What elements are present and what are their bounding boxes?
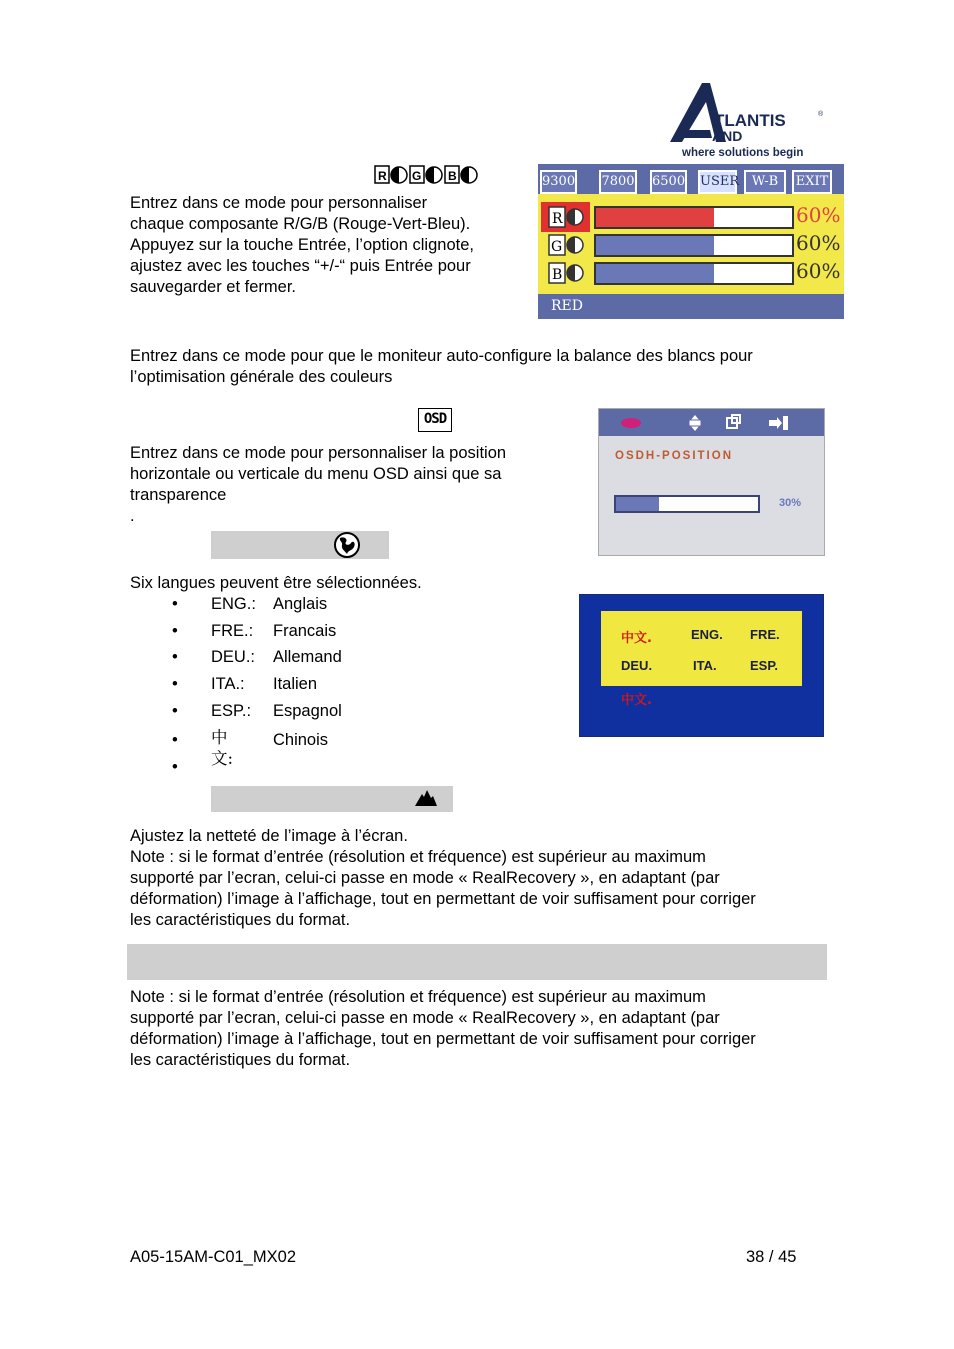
osd-position-bar xyxy=(614,495,760,513)
rgb-user-icon xyxy=(374,164,480,186)
b-channel-icon xyxy=(548,262,584,284)
tab-user: USER xyxy=(698,170,737,194)
b-level-fill xyxy=(596,264,714,283)
footer-page-number: 38 / 45 xyxy=(746,1248,797,1266)
lang-option-fre: FRE. xyxy=(750,627,780,642)
sharpness-paragraph: Ajustez la netteté de l’image à l’écran. Note : si le format d’entrée (résolution et fréquence) est supérieur au maximum supporté par l’ecran, celui-ci passe en mode « RealRecovery », en adaptant (par déformation) l’image à l’affichage, tout en permettant de voir suffisament pour corriger les caractéristiques du format. xyxy=(130,827,756,929)
rgb-osd-screenshot xyxy=(538,164,844,319)
language-intro: Six langues peuvent être sélectionnées. xyxy=(130,574,422,592)
lang-option-esp: ESP. xyxy=(750,658,778,673)
sharpness-heading-band xyxy=(211,786,453,812)
svg-text:AND: AND xyxy=(712,128,743,144)
osd-position-screenshot xyxy=(598,408,825,556)
lang-option-ita: ITA. xyxy=(693,658,717,673)
osd-icon: OSD xyxy=(418,408,452,432)
r-value: 60% xyxy=(796,203,841,227)
svg-text:R: R xyxy=(378,169,387,183)
note-paragraph: Note : si le format d’entrée (résolution et fréquence) est supérieur au maximum supporté par l’ecran, celui-ci passe en mode « RealRecovery », en adaptant (par déformation) l’image à l’affichage, tout en permettant de voir suffisament pour corriger les caractéristiques du format. xyxy=(130,988,756,1069)
b-value: 60% xyxy=(796,259,841,283)
osd-position-fill xyxy=(616,497,659,511)
osd-position-value: 30% xyxy=(779,497,802,509)
brand-slogan: where solutions begin xyxy=(682,147,804,159)
lang-option-chinese: 中文. xyxy=(621,631,652,646)
b-level-bar xyxy=(594,262,794,285)
svg-text:B: B xyxy=(448,169,457,183)
r-level-bar xyxy=(594,206,794,229)
section-band xyxy=(127,944,827,980)
tab-7800: 7800 xyxy=(599,170,637,194)
tab-6500: 6500 xyxy=(650,170,687,194)
lang-option-deu: DEU. xyxy=(621,658,653,673)
language-options-box xyxy=(601,611,802,686)
white-balance-paragraph: Entrez dans ce mode pour que le moniteur auto-configure la balance des blancs pour l’optimisation générale des couleurs xyxy=(130,347,753,386)
footer-doc-code: A05-15AM-C01_MX02 xyxy=(130,1248,296,1266)
osd-paragraph: Entrez dans ce mode pour personnaliser la position horizontale ou verticale du menu OSD ainsi que sa transparence . xyxy=(130,444,507,525)
rgb-paragraph: Entrez dans ce mode pour personnaliser chaque composante R/G/B (Rouge-Vert-Bleu). Appuyez sur la touche Entrée, l’option clignote, ajustez avec les touches “+/-“ puis Entrée pour sauvegarder et fermer. xyxy=(130,194,474,296)
r-channel-icon xyxy=(548,206,584,228)
current-language: 中文. xyxy=(621,693,652,708)
g-level-bar xyxy=(594,234,794,257)
osd-menu-icons xyxy=(611,414,811,432)
osd-position-title: OSDH-POSITION xyxy=(615,450,734,462)
language-heading-band xyxy=(211,531,389,559)
tab-exit: EXIT xyxy=(792,170,832,194)
tab-wb: W-B xyxy=(744,170,786,194)
svg-text:G: G xyxy=(412,169,422,183)
g-level-fill xyxy=(596,236,714,255)
r-level-fill xyxy=(596,208,714,227)
g-channel-icon xyxy=(548,234,584,256)
svg-text:R: R xyxy=(552,211,563,227)
lang-option-eng: ENG. xyxy=(691,627,723,642)
globe-icon xyxy=(332,531,362,559)
g-value: 60% xyxy=(796,231,841,255)
osd-icon-bar xyxy=(599,409,824,436)
svg-text:G: G xyxy=(551,239,563,255)
language-osd-screenshot xyxy=(579,594,824,737)
svg-text:®: ® xyxy=(818,111,824,118)
osd-status: RED xyxy=(538,294,844,319)
svg-text:B: B xyxy=(552,267,563,283)
tab-9300: 9300 xyxy=(540,170,577,194)
mountain-icon xyxy=(413,786,439,808)
svg-text:TLANTIS: TLANTIS xyxy=(714,111,786,130)
